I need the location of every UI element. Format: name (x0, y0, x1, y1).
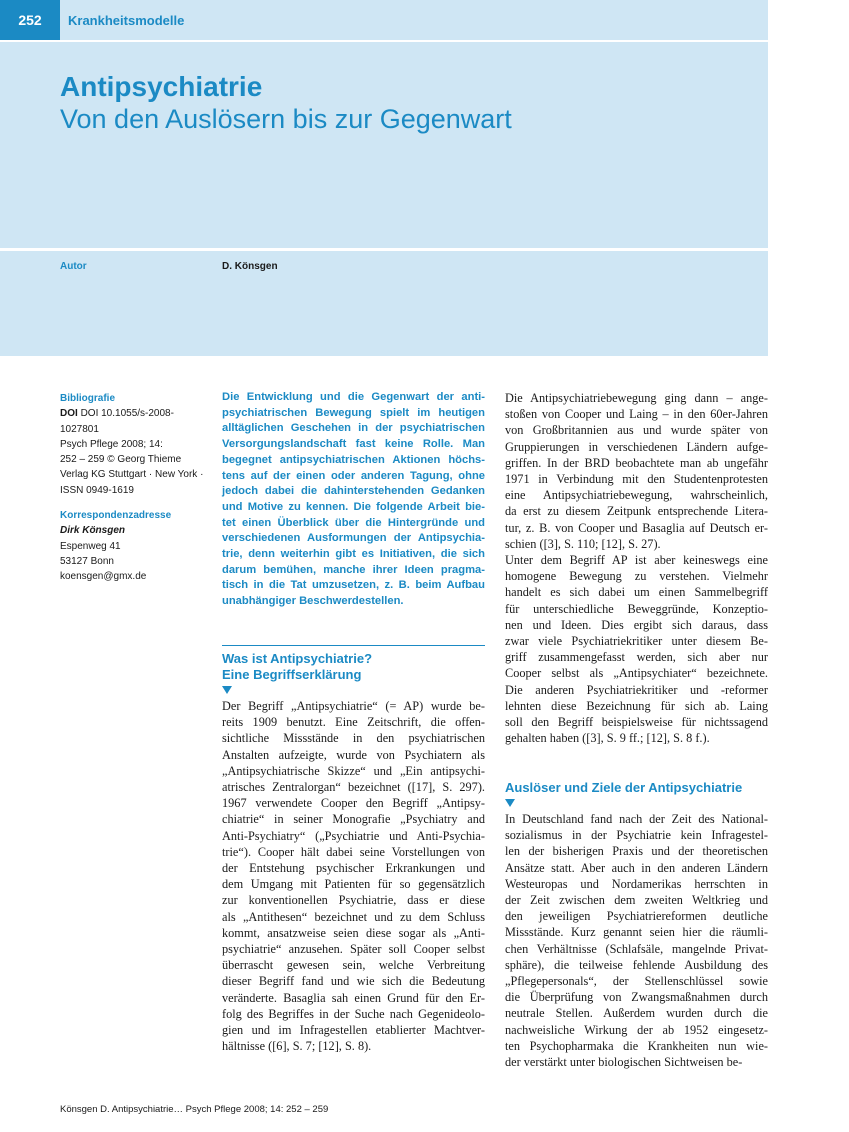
text-line: Gruppierungen in verschiedenen Ländern aufge- (505, 439, 768, 454)
text-line: handelt es sich dabei um einen Sammelbegriff (505, 585, 768, 600)
text-line: lehnten diese Bezeichnung für sich ab. Laing (505, 698, 768, 713)
email-link[interactable]: koensgen@gmx.de (60, 571, 147, 583)
text-line: Die anderen Psychiatriekritiker und -reformer (505, 682, 768, 697)
text-line: Unter dem Begriff AP ist aber keineswegs eine (505, 553, 768, 568)
author-band (0, 251, 768, 356)
text-line: tur, z. B. von Cooper und Basaglia auf Deutsch er- (505, 520, 768, 535)
text-line: nachweisliche Wirkung der ab 1952 eingesetz- (505, 1022, 768, 1037)
text-line: tet einen Überblick über die Hintergründe und (222, 516, 485, 529)
section-heading-line: Was ist Antipsychiatrie? (222, 651, 373, 666)
text-line: reits 1909 benutzt. Eine Zeitschrift, die offen- (222, 715, 485, 730)
text-line: Die Antipsychiatriebewegung ging dann – ange- (505, 391, 768, 405)
text-line: griffen. In der BRD beobachtete man ab ungefähr (505, 455, 768, 470)
text-line: hältnisse ([6], S. 7; [12], S. 8). (222, 1039, 372, 1054)
section-body (222, 698, 485, 1054)
text-line: tens auf der einen oder anderen Tagung, ohne (222, 469, 485, 482)
text-line: Anstalten aufzeigte, wurde von Psychiatern als (222, 747, 485, 762)
section-heading (222, 651, 372, 683)
correspondence-heading: Korrespondenzadresse (60, 510, 172, 522)
correspondence-name: Dirk Könsgen (60, 525, 126, 537)
text-line: alltäglichen Geschehen in der psychiatrischen (222, 422, 485, 435)
text-line: gien und im Infragestellen etablierter Machtver- (222, 1023, 485, 1038)
text-line: als „Antithesen“ bezeichnet und zu dem Schluss (222, 909, 485, 924)
text-line: len der bisherigen Praxis und der theoretischen (505, 844, 768, 859)
section-heading: Auslöser und Ziele der Antipsychiatrie (505, 780, 743, 795)
address-line: Espenweg 41 (60, 540, 121, 552)
text-line: von Großbritannien aus und wurde später von (505, 423, 768, 438)
text-line: psychiatrischen Bewegung spielt im heutigen (222, 406, 485, 419)
bibliography-sidebar (60, 391, 210, 585)
right-column-body (505, 390, 768, 746)
text-line: Ansätze statt. Aber auch in den anderen Ländern (505, 860, 768, 875)
address-line: 53127 Bonn (60, 555, 114, 567)
text-line: überrascht gewesen sein, welche Verbreitung (222, 958, 485, 973)
article-subtitle: Von den Auslösern bis zur Gegenwart (60, 104, 512, 134)
text-line: ten Psychopharmaka die Krankheiten nun wie- (505, 1038, 768, 1053)
doi-value: DOI 10.1055/s-2008-1027801 (60, 408, 174, 435)
text-line: Missstände. Kurz genannt seien hier die räumli- (505, 925, 768, 940)
text-line: darum bemühen, manche ihrer Ideen pragma- (222, 563, 485, 576)
text-line: Der Begriff „Antipsychiatrie“ (= AP) wurde be- (222, 699, 485, 713)
text-line: und Motive zu kennen. Die folgende Arbeit bie- (222, 500, 485, 513)
text-line: chen Verhältnisse (Schlafsäle, mangelnde Privat- (505, 941, 768, 956)
text-line: der Entstehung psychischer Erkrankungen und (222, 861, 485, 876)
section-body (505, 811, 768, 1070)
text-line: 1971 in Verbindung mit den Studentenprotesten (505, 472, 768, 487)
triangle-marker-icon (222, 686, 232, 694)
biblio-line: Psych Pflege 2008; 14: (60, 438, 163, 450)
text-line: Anti-Psychiatry“ („Psychiatrie und Anti-Psychia- (222, 828, 485, 843)
text-line: zur konventionellen Psychiatrie, dass er diese (222, 893, 485, 908)
text-line: der Zeit zwischen dem zweiten Weltkrieg und (505, 893, 768, 908)
text-line: griff zusammengefasst werden, sich aber nur (505, 650, 768, 665)
section-divider (222, 645, 485, 646)
text-line: begegnet antipsychiatrischen Aktionen höchs- (222, 453, 485, 466)
footer-citation: Könsgen D. Antipsychiatrie… Psych Pflege 2008; 14: 252 – 259 (60, 1104, 329, 1115)
text-line: nen und Ideen. Dies ergibt sich daraus, dass (505, 617, 768, 632)
text-line: In Deutschland fand nach der Zeit des National- (505, 812, 768, 826)
text-line: 1967 verwendete Cooper den Begriff „Antipsy- (222, 796, 485, 811)
text-line: jedoch dabei die dahinterstehenden Gedanken (222, 485, 485, 498)
section-heading-line: Eine Begriffserklärung (222, 667, 362, 682)
bibliography-heading: Bibliografie (60, 393, 116, 404)
author-label: Autor (60, 261, 87, 272)
text-line: tisch in die Tat umzusetzen, z. B. beim Aufbau (222, 579, 485, 592)
text-line: psychiatrie“ anzusehen. Später soll Cooper selbst (222, 942, 485, 957)
text-line: verschiedenen Ausformungen der Antipsychia- (222, 532, 485, 545)
text-line: Versorgungslandschaft fast keine Rolle. Man (222, 438, 485, 451)
abstract (222, 390, 485, 610)
page-number: 252 (0, 0, 60, 40)
biblio-line: ISSN 0949-1619 (60, 484, 134, 496)
text-line: trie“). Cooper hält dabei seine Vorstellungen von (222, 844, 485, 859)
text-line: sichtliche Missstände in den psychiatrischen (222, 731, 485, 746)
text-line: dem Umgang mit Patienten für so gegensätzlich (222, 877, 485, 892)
text-line: schien ([3], S. 110; [12], S. 27). (505, 536, 661, 551)
text-line: Cooper selbst als „Antipsychiater“ bezeichnete. (505, 666, 768, 681)
section-label: Krankheitsmodelle (68, 12, 185, 28)
text-line: Die Entwicklung und die Gegenwart der anti- (222, 391, 485, 403)
biblio-line: Verlag KG Stuttgart · New York · (60, 469, 204, 481)
text-line: eine Antipsychiatriebewegung, wahrscheinlich, (505, 488, 768, 503)
triangle-marker-icon (505, 799, 515, 807)
text-line: Westeuropas und Nordamerikas herrschten in (505, 876, 768, 891)
text-line: folg des Begriffes in der Suche nach Gegenideolo- (222, 1006, 485, 1021)
article-title: Antipsychiatrie (60, 71, 263, 102)
text-line: homogene Bewegung zu verstehen. Vielmehr (505, 569, 768, 584)
text-line: dieser Begriff fand und wie sich die Bedeutung (222, 974, 485, 989)
text-line: zwar viele Psychiatriekritiker unter diesem Be- (505, 634, 768, 649)
text-line: atrisches Zentralorgan“ bezeichnet ([17], S. 297). (222, 780, 485, 795)
text-line: soll den Begriff beispielsweise für nichtssagend (505, 715, 768, 730)
text-line: sozialismus in der Psychiatrie kein Infragestel- (505, 828, 768, 843)
text-line: die Überprüfung von Zwangsmaßnahmen durch (505, 990, 768, 1005)
text-line: unabhängiger Beschwerdestellen. (222, 595, 404, 608)
text-line: der verstärkt unter biologischen Sichtweisen be- (505, 1055, 743, 1070)
text-line: neutrale Stellen. Außerdem wurden durch die (505, 1006, 768, 1021)
text-line: chiatrie“ in seiner Monografie „Psychiatry and (222, 812, 485, 827)
text-line: stoßen von Cooper und Laing – in den 60er-Jahren (505, 407, 768, 422)
text-line: gehalten haben ([3], S. 9 ff.; [12], S. 8 f.). (505, 731, 710, 746)
doi-line: DOI DOI 10.1055/s-2008-1027801 (60, 408, 174, 435)
biblio-line: 252 – 259 © Georg Thieme (60, 454, 182, 466)
author-name: D. Könsgen (222, 261, 278, 272)
text-line: den jeweiligen Psychiatriereformen deutliche (505, 909, 768, 924)
text-line: trie, denn weiterhin gibt es Initiativen, die sich (222, 548, 485, 561)
text-line: kommt, ansatzweise seien diese sogar als „Anti- (222, 925, 485, 940)
text-line: „Pflegepersonals“, der Stellenschlüssel sowie (505, 974, 768, 989)
text-line: veränderte. Basaglia sah einen Grund für den Er- (222, 990, 485, 1005)
text-line: sphäre), die teilweise fehlende Ausbildung des (505, 957, 768, 972)
text-line: „Antipsychiatrische Skizze“ und „Ein antipsychi- (222, 763, 485, 778)
text-line: da erst zu diesem Zeitpunk entsprechende Litera- (505, 504, 768, 519)
text-line: für unterschiedliche Beweggründe, Konzeptio- (505, 601, 768, 616)
